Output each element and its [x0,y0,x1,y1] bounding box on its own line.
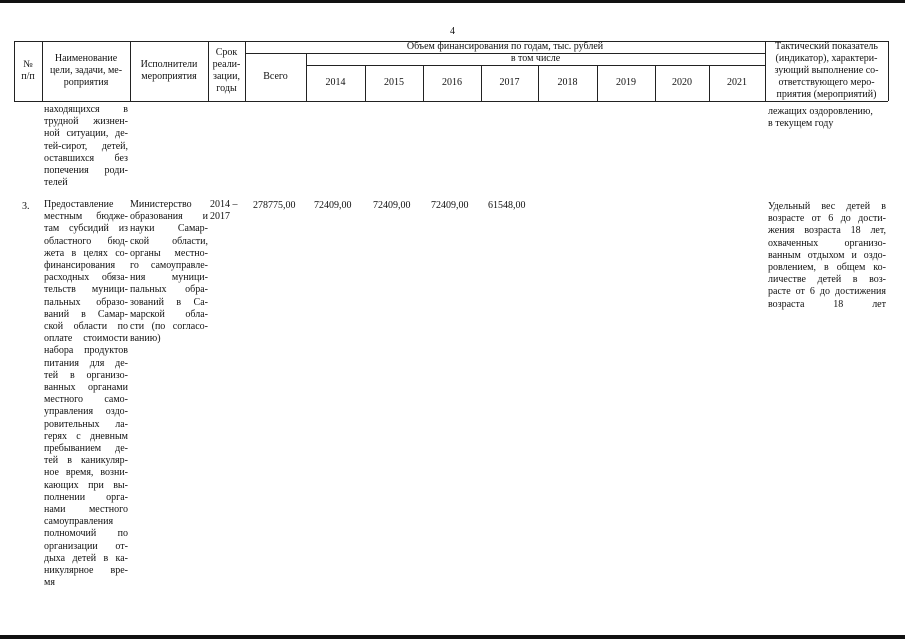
row3-2016: 72409,00 [431,200,469,211]
continued-row-name: находящихся в трудной жизнен- ной ситуации, де- тей-сирот, детей, оставшихся без попечения роди- телей [44,104,128,189]
row3-total: 278775,00 [253,200,296,211]
top-scan-border [0,0,905,3]
header-name: Наименование цели, задачи, ме- роприятия [49,53,123,88]
header-year: 2014 [325,77,346,88]
row3-executors: Министерство образования и науки Самар- ской области, органы местно- го самоуправле- ния муници- пальных обра- зований в Са- марской обла- сти (по согласо- ванию) [130,199,208,345]
header-executors: Исполнители мероприятия [140,59,198,82]
header-bottom-rule [14,101,888,102]
col-border [888,41,889,101]
header-incl: в том числе [510,53,561,64]
header-term: Срок реали- зации, годы [212,47,241,94]
header-total: Всего [263,71,288,82]
row3-2014: 72409,00 [314,200,352,211]
header-indicator: Тактический показатель (индикатор), характери- зующий выполнение со- ответствующего меро- приятия (мероприятий) [774,41,879,100]
header-year: 2016 [442,77,462,88]
header-year: 2021 [727,77,747,88]
row3-2017: 61548,00 [488,200,526,211]
header-year: 2018 [557,77,578,88]
header-year: 2015 [384,77,404,88]
header-year: 2019 [616,77,636,88]
header-year: 2020 [672,77,692,88]
continued-row-indicator: лежащих оздоровлению, в текущем году [768,106,873,130]
row3-2015: 72409,00 [373,200,411,211]
row3-name: Предоставление местным бюдже- там субсидий из областного бюд- жета в целях со- финансирования расходных обяза- тельств муници- пальных образо- ваний в Самар- ской области по оплате стоимости набора продуктов питания для де- тей в организо- ванных органами местного само- управления оздо- ровительных ла- герях с дневным пребыванием де- тей в каникуляр- ное время, возни- кающих при вы- полнении орга- нами местного самоуправления полномочий по организации от- дыха детей в ка- никулярное вре- мя [44,199,128,589]
header-funding: Объем финансирования по годам, тыс. рублей [406,41,604,52]
row3-no: 3. [22,201,30,212]
row3-indicator: Удельный вес детей в возрасте от 6 до дости- жения возраста 18 лет, охваченных организо- ванным отдыхом и оздо- ровлением, в общем ко- личестве детей в воз- расте от 6 до достижения возраста 18 лет [768,201,886,310]
header-year: 2017 [499,77,520,88]
header-no: № п/п [21,59,35,82]
row3-term: 2014 – 2017 [210,199,238,223]
bottom-scan-border [0,635,905,639]
page-number: 4 [450,26,455,37]
